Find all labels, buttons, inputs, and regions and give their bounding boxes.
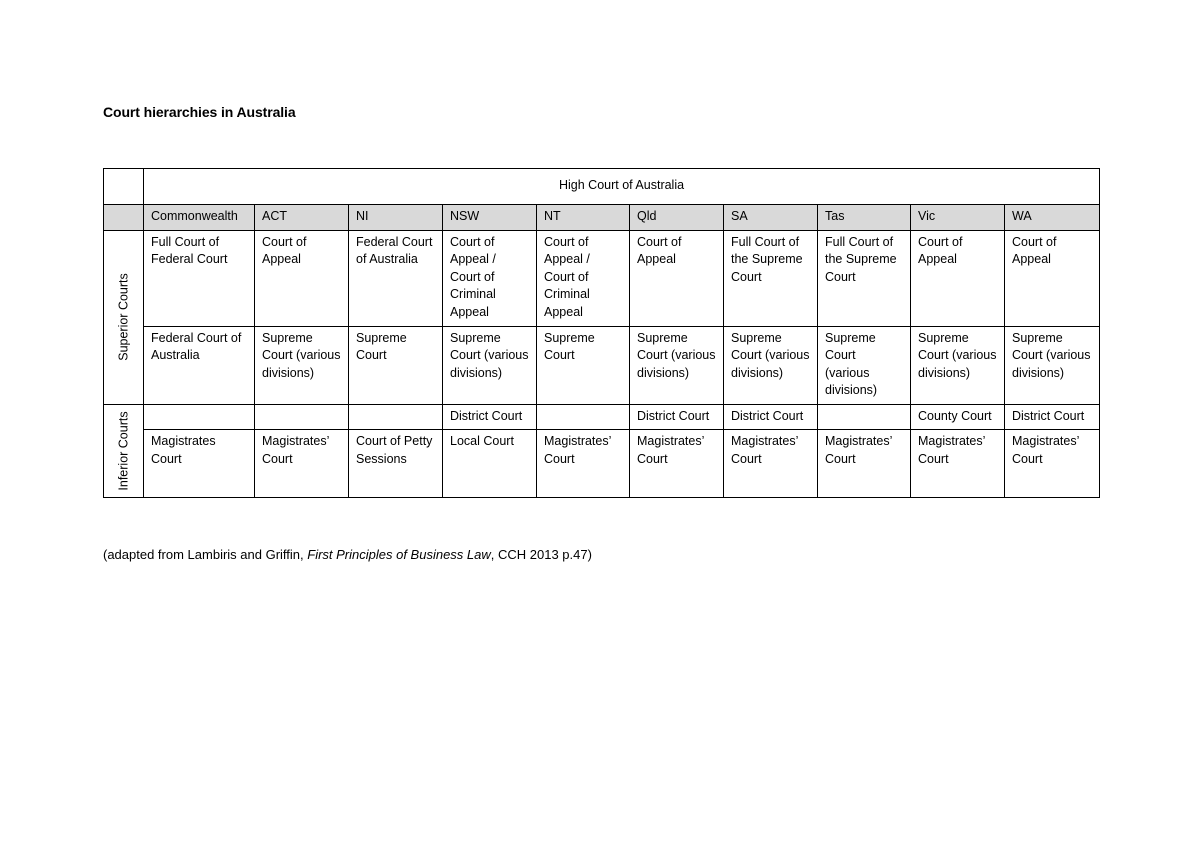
citation-suffix: , CCH 2013 p.47) <box>490 547 592 562</box>
table-cell: Full Court of the Supreme Court <box>818 230 911 326</box>
citation-prefix: (adapted from Lambiris and Griffin, <box>103 547 308 562</box>
table-cell <box>255 404 349 430</box>
table-cell: Supreme Court (various divisions) <box>443 326 537 404</box>
table-cell: Court of Appeal / Court of Criminal Appeal <box>443 230 537 326</box>
header-commonwealth: Commonwealth <box>144 205 255 231</box>
table-cell: Supreme Court (various divisions) <box>911 326 1005 404</box>
table-cell: Federal Court of Australia <box>349 230 443 326</box>
table-cell: Magistrates’ Court <box>255 430 349 498</box>
source-citation <box>103 547 592 562</box>
table-cell: Supreme Court <box>349 326 443 404</box>
court-hierarchy-table <box>103 168 1100 498</box>
table-cell: Court of Appeal <box>255 230 349 326</box>
table-cell <box>818 404 911 430</box>
table-cell: Court of Appeal <box>1005 230 1100 326</box>
table-cell: Court of Appeal / Court of Criminal Appeal <box>537 230 630 326</box>
citation-book-title: First Principles of Business Law <box>307 547 491 562</box>
table-cell: County Court <box>911 404 1005 430</box>
jurisdiction-header-row <box>104 205 1100 231</box>
header-act: ACT <box>255 205 349 231</box>
table-cell: Supreme Court (various divisions) <box>255 326 349 404</box>
table-cell: Supreme Court (various divisions) <box>630 326 724 404</box>
table-cell: Magistrates’ Court <box>724 430 818 498</box>
appeal-courts-row <box>104 230 1100 326</box>
table-cell: Magistrates’ Court <box>911 430 1005 498</box>
header-wa: WA <box>1005 205 1100 231</box>
table-cell: Magistrates Court <box>144 430 255 498</box>
table-cell: Supreme Court (various divisions) <box>724 326 818 404</box>
table-cell: Federal Court of Australia <box>144 326 255 404</box>
header-tas: Tas <box>818 205 911 231</box>
header-ni: NI <box>349 205 443 231</box>
table-cell: District Court <box>1005 404 1100 430</box>
table-cell: Court of Petty Sessions <box>349 430 443 498</box>
supreme-courts-row <box>104 326 1100 404</box>
table-cell <box>349 404 443 430</box>
high-court-cell: High Court of Australia <box>144 169 1100 205</box>
table-cell: Magistrates’ Court <box>1005 430 1100 498</box>
superior-courts-label: Superior Courts <box>115 273 130 361</box>
table-cell: District Court <box>724 404 818 430</box>
table-cell: Magistrates’ Court <box>818 430 911 498</box>
table-cell: Local Court <box>443 430 537 498</box>
document-title: Court hierarchies in Australia <box>103 104 296 120</box>
table-cell <box>537 404 630 430</box>
table-cell: District Court <box>630 404 724 430</box>
table-cell: Magistrates’ Court <box>630 430 724 498</box>
magistrates-courts-row <box>104 430 1100 498</box>
table-cell: Court of Appeal <box>911 230 1005 326</box>
table-cell: Magistrates’ Court <box>537 430 630 498</box>
table-cell: Court of Appeal <box>630 230 724 326</box>
table-cell: Supreme Court (various divisions) <box>1005 326 1100 404</box>
empty-header-cell <box>104 205 144 231</box>
inferior-courts-label: Inferior Courts <box>115 411 130 491</box>
inferior-courts-label-cell <box>104 404 144 498</box>
superior-courts-label-cell <box>104 230 144 404</box>
table-cell <box>144 404 255 430</box>
table-cell: Supreme Court <box>537 326 630 404</box>
district-courts-row <box>104 404 1100 430</box>
header-nsw: NSW <box>443 205 537 231</box>
empty-corner-cell <box>104 169 144 205</box>
high-court-row <box>104 169 1100 205</box>
header-sa: SA <box>724 205 818 231</box>
table-cell: Supreme Court (various divisions) <box>818 326 911 404</box>
header-qld: Qld <box>630 205 724 231</box>
header-vic: Vic <box>911 205 1005 231</box>
table-cell: Full Court of the Supreme Court <box>724 230 818 326</box>
table-cell: Full Court of Federal Court <box>144 230 255 326</box>
table-cell: District Court <box>443 404 537 430</box>
header-nt: NT <box>537 205 630 231</box>
